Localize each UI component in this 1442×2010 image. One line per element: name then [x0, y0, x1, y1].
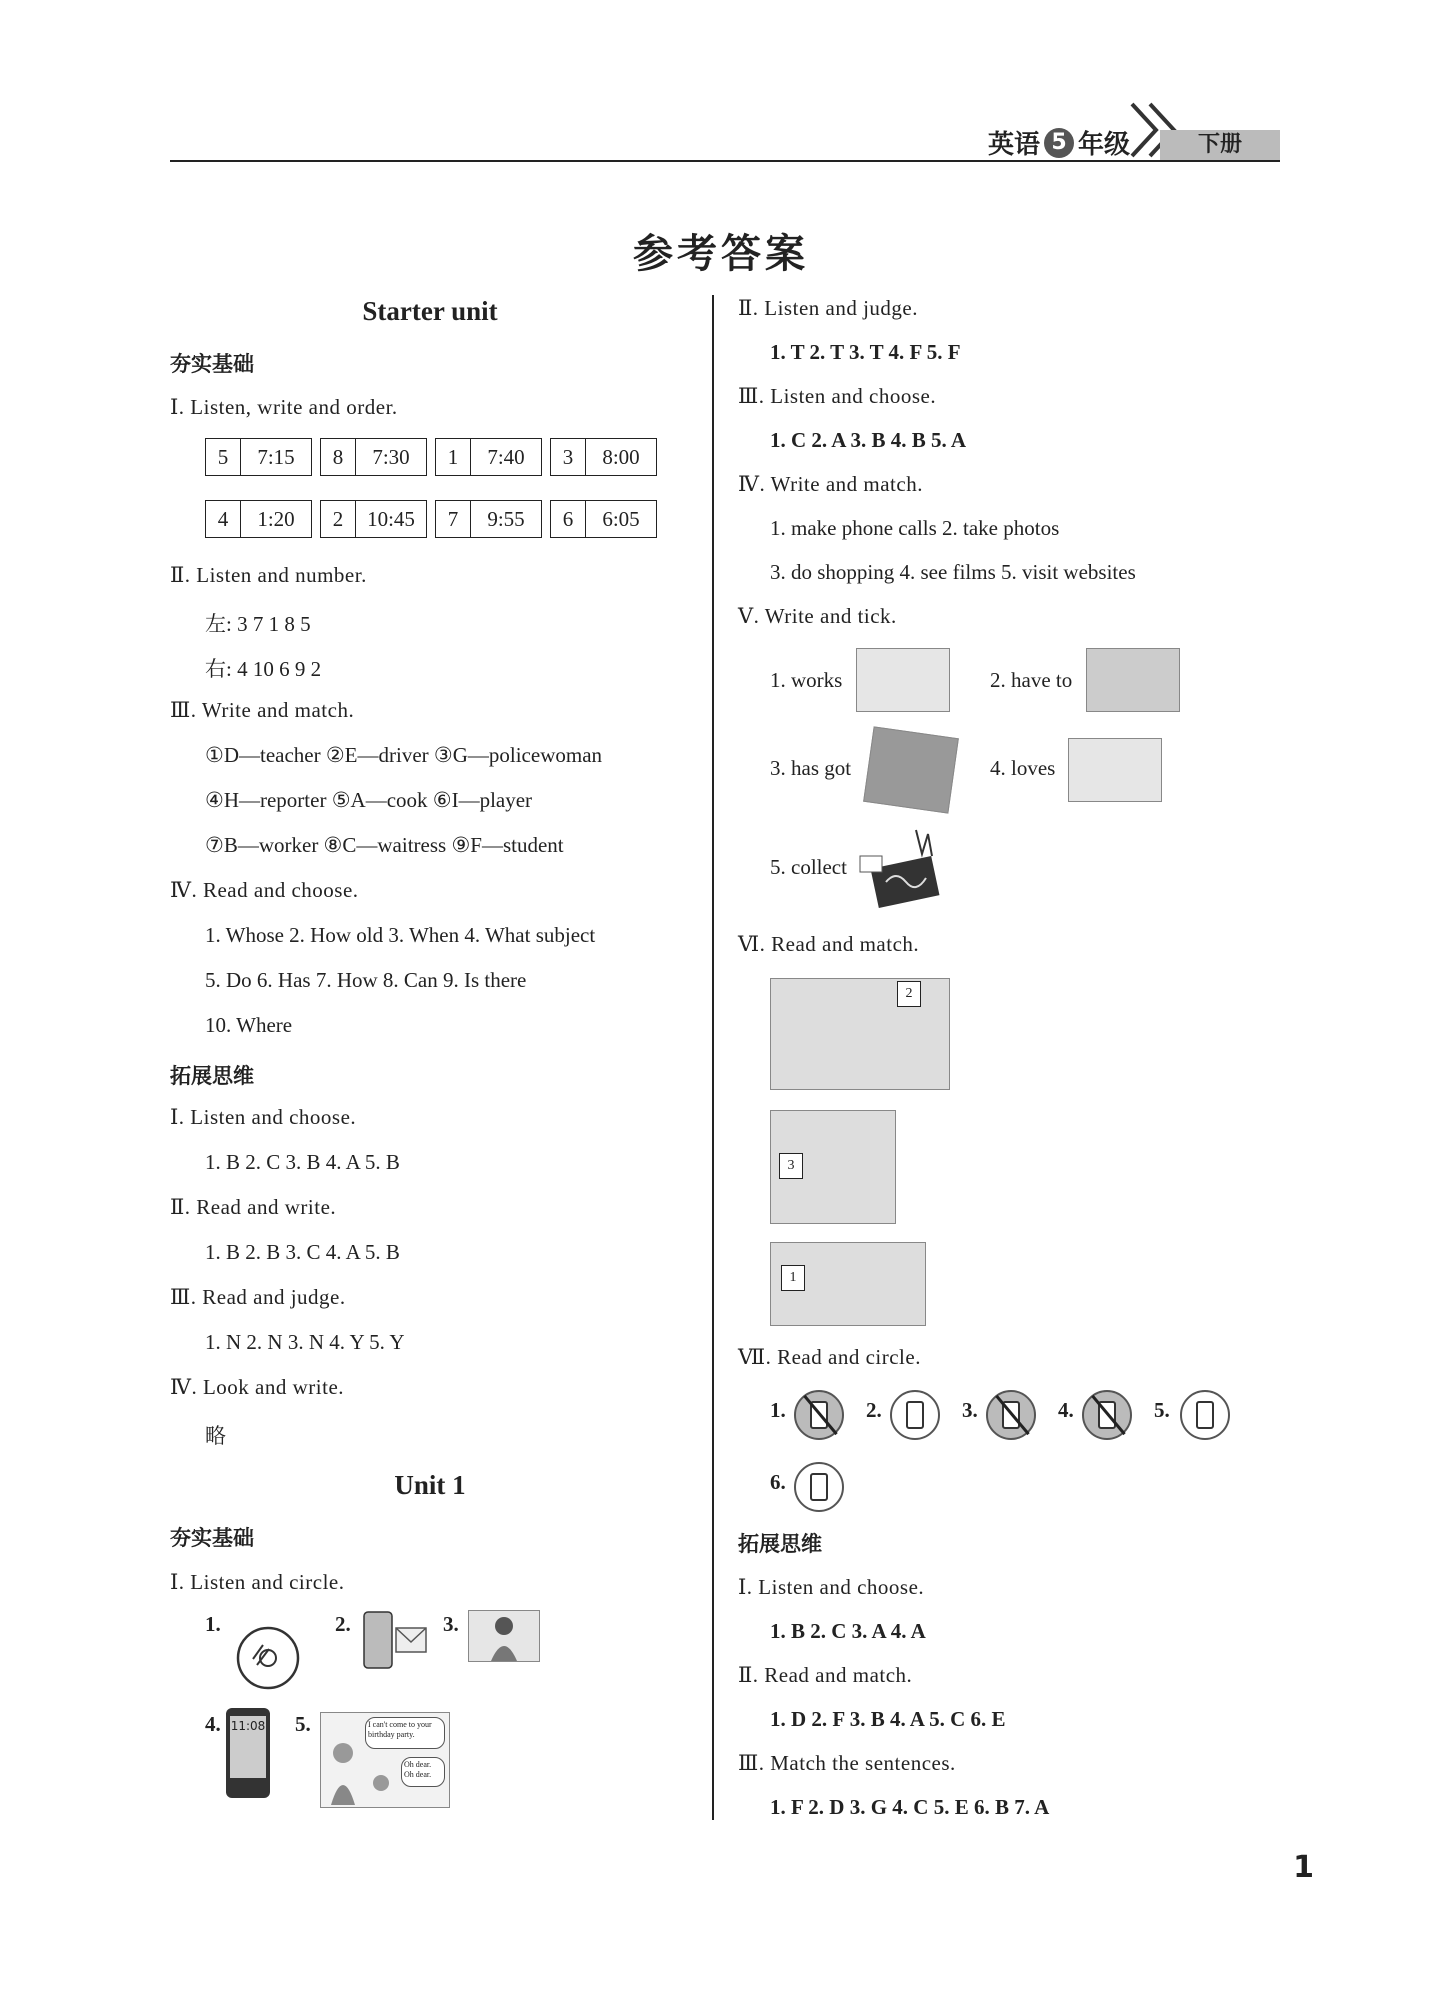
no-phone-icon: [794, 1390, 844, 1440]
question-heading: Ⅰ. Listen and choose.: [738, 1575, 925, 1599]
answer-line: 1. C 2. A 3. B 4. B 5. A: [770, 428, 967, 452]
answer-line: 1. B 2. C 3. B 4. A 5. B: [205, 1150, 400, 1174]
question-heading: Ⅳ. Read and choose.: [170, 878, 359, 902]
order-time: 10:45: [367, 506, 415, 531]
answer-line: 1. N 2. N 3. N 4. Y 5. Y: [205, 1330, 405, 1354]
smartphone-image: [226, 1708, 270, 1798]
answer-line: 3. do shopping 4. see films 5. visit websites: [770, 560, 1136, 584]
section-extension: 拓展思维: [738, 1532, 822, 1556]
answer-line: 10. Where: [205, 1013, 293, 1037]
order-pair: [550, 500, 657, 538]
order-time: 8:00: [602, 444, 640, 469]
order-number: 1: [436, 439, 471, 475]
volume-tab: 下册: [1160, 130, 1280, 160]
match-number: 3: [779, 1153, 803, 1179]
answer-line: ⑦B—worker ⑧C—waitress ⑨F—student: [205, 833, 564, 857]
order-pair: [435, 500, 542, 538]
order-pair: [320, 438, 427, 476]
bedtime-image: [1086, 648, 1180, 712]
header-subject: [988, 124, 1130, 161]
order-number: 6: [551, 501, 586, 537]
order-number: 3: [551, 439, 586, 475]
item-label: 1.: [770, 1398, 786, 1422]
answer-line: 1. make phone calls 2. take photos: [770, 516, 1060, 540]
answer-line: 略: [205, 1424, 226, 1448]
question-heading: Ⅰ. Listen and circle.: [170, 1570, 345, 1594]
order-time: 6:05: [602, 506, 640, 531]
starter-unit-title: Starter unit: [362, 296, 498, 326]
item-label: 5.: [1154, 1398, 1170, 1422]
speech-bubble: I can't come to your birthday party.: [365, 1717, 445, 1749]
item-label: 4.: [205, 1712, 221, 1736]
autograph-card-icon: [856, 826, 946, 912]
answer-line: ④H—reporter ⑤A—cook ⑥I—player: [205, 788, 533, 812]
girl-phone-icon: [469, 1611, 539, 1661]
phone-message-icon: [360, 1610, 430, 1672]
answer-line: 1. B 2. B 3. C 4. A 5. B: [205, 1240, 400, 1264]
speech-bubble: Oh dear. Oh dear.: [401, 1757, 445, 1787]
phone-girl-image: [770, 1242, 926, 1326]
no-phone-icon: [986, 1390, 1036, 1440]
subject-label: 英语: [987, 130, 1040, 160]
order-number: 2: [321, 501, 356, 537]
no-phone-icon: [1082, 1390, 1132, 1440]
question-heading: Ⅱ. Listen and number.: [170, 563, 367, 587]
question-heading: Ⅳ. Write and match.: [738, 472, 923, 496]
order-pair: [205, 500, 312, 538]
phone-allowed-icon: [1180, 1390, 1230, 1440]
match-number: 2: [897, 981, 921, 1007]
item-label: 6.: [770, 1470, 786, 1494]
question-heading: Ⅲ. Listen and choose.: [738, 384, 937, 408]
order-number: 4: [206, 501, 241, 537]
order-time: 7:15: [257, 444, 295, 469]
tick-item: 4. loves: [990, 756, 1056, 780]
question-heading: Ⅰ. Listen and choose.: [170, 1105, 357, 1129]
tick-item: 1. works: [770, 668, 843, 692]
answer-line: 1. D 2. F 3. B 4. A 5. C 6. E: [770, 1707, 1006, 1731]
item-label: 3.: [443, 1612, 459, 1636]
answer-line: 1. F 2. D 3. G 4. C 5. E 6. B 7. A: [770, 1795, 1050, 1819]
section-basic: 夯实基础: [170, 1526, 254, 1550]
order-time: 9:55: [487, 506, 525, 531]
page-number: 1: [1293, 1850, 1314, 1885]
order-pair: [435, 438, 542, 476]
page-header: [170, 118, 1280, 162]
question-heading: Ⅶ. Read and circle.: [738, 1345, 921, 1369]
order-pair: [550, 438, 657, 476]
answer-line: 5. Do 6. Has 7. How 8. Can 9. Is there: [205, 968, 527, 992]
item-label: 2.: [335, 1612, 351, 1636]
storybook-image: [863, 726, 959, 813]
unit1-title: Unit 1: [394, 1470, 466, 1500]
order-time: 1:20: [257, 506, 295, 531]
answer-line: 左: 3 7 1 8 5: [205, 612, 311, 636]
answer-line: 1. T 2. T 3. T 4. F 5. F: [770, 340, 961, 364]
tick-item: 5. collect: [770, 855, 847, 879]
phone-allowed-icon: [890, 1390, 940, 1440]
answer-line: ①D—teacher ②E—driver ③G—policewoman: [205, 743, 603, 767]
living-room-image: [770, 978, 950, 1090]
item-label: 3.: [962, 1398, 978, 1422]
question-heading: Ⅲ. Write and match.: [170, 698, 355, 722]
question-heading: Ⅱ. Read and write.: [170, 1195, 337, 1219]
order-pair: [205, 438, 312, 476]
question-heading: Ⅲ. Match the sentences.: [738, 1751, 956, 1775]
teacher-class-image: [856, 648, 950, 712]
order-pair: [320, 500, 427, 538]
cd-icon: [235, 1625, 301, 1691]
question-heading: Ⅱ. Listen and judge.: [738, 296, 918, 320]
answer-line: 右: 4 10 6 9 2: [205, 657, 322, 681]
order-row-1: [205, 438, 657, 476]
tick-item: 3. has got: [770, 756, 852, 780]
item-label: 4.: [1058, 1398, 1074, 1422]
answer-line: 1. B 2. C 3. A 4. A: [770, 1619, 926, 1643]
question-heading: Ⅴ. Write and tick.: [738, 604, 897, 628]
section-extension: 拓展思维: [170, 1064, 254, 1088]
phone-allowed-icon: [794, 1462, 844, 1512]
girl-photo-image: [468, 1610, 540, 1662]
match-number: 1: [781, 1265, 805, 1291]
order-time: 7:30: [372, 444, 410, 469]
question-heading: Ⅲ. Read and judge.: [170, 1285, 346, 1309]
item-label: 5.: [295, 1712, 311, 1736]
classroom-image: [1068, 738, 1162, 802]
phone-time: 11:08: [230, 1716, 266, 1778]
order-number: 8: [321, 439, 356, 475]
item-label: 1.: [205, 1612, 221, 1636]
answer-line: 1. Whose 2. How old 3. When 4. What subject: [205, 923, 596, 947]
question-heading: Ⅱ. Read and match.: [738, 1663, 913, 1687]
phone-call-cartoon: [320, 1712, 450, 1808]
order-number: 7: [436, 501, 471, 537]
grade-suffix: 年级: [1077, 130, 1130, 160]
tick-item: 2. have to: [990, 668, 1073, 692]
section-basic: 夯实基础: [170, 352, 254, 376]
grade-number: 5: [1044, 128, 1074, 158]
page-title: 参考答案: [633, 231, 809, 277]
order-time: 7:40: [487, 444, 525, 469]
question-heading: Ⅳ. Look and write.: [170, 1375, 345, 1399]
question-heading: Ⅵ. Read and match.: [738, 932, 920, 956]
item-label: 2.: [866, 1398, 882, 1422]
order-row-2: [205, 500, 657, 538]
order-number: 5: [206, 439, 241, 475]
column-divider: [712, 295, 714, 1820]
question-heading: Ⅰ. Listen, write and order.: [170, 395, 398, 419]
reading-girl-image: [770, 1110, 896, 1224]
